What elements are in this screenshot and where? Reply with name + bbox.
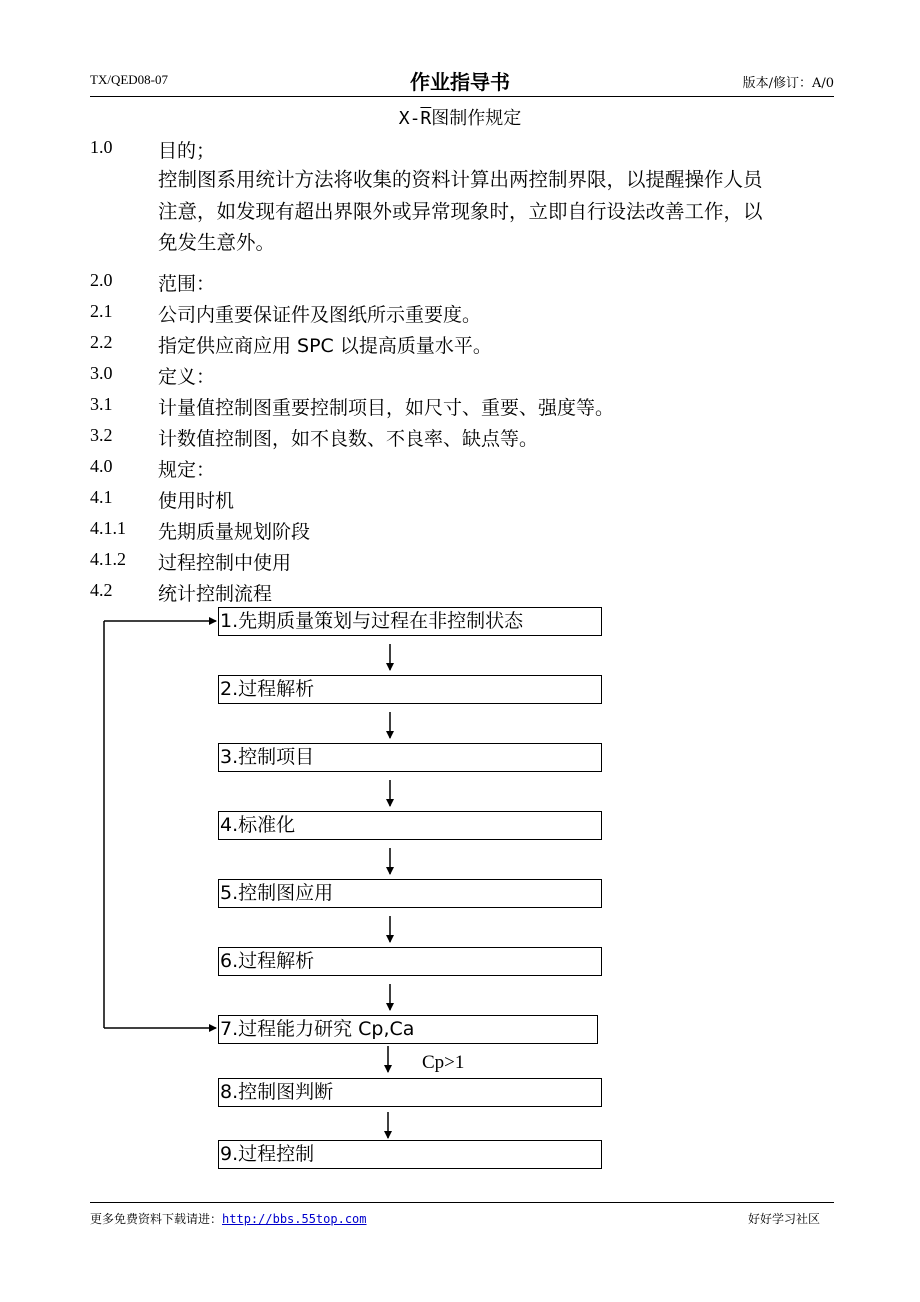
section-text: 公司内重要保证件及图纸所示重要度。 xyxy=(158,304,482,326)
flow-step: 3.控制项目 xyxy=(218,743,602,772)
paragraph-line: 控制图系用统计方法将收集的资料计算出两控制界限，以提醒操作人员 xyxy=(158,168,763,191)
section-number: 3.2 xyxy=(90,425,113,445)
section-number: 4.1 xyxy=(90,487,113,507)
flow-step: 4.标准化 xyxy=(218,811,602,840)
section-text: 先期质量规划阶段 xyxy=(158,521,311,543)
section-text: 范围： xyxy=(158,273,216,295)
version-revision: 版本/修订：A/0 xyxy=(742,76,834,91)
flow-step: 7.过程能力研究 Cp,Ca xyxy=(218,1015,598,1044)
section-text: 指定供应商应用 SPC 以提高质量水平。 xyxy=(158,335,492,357)
section-number: 3.0 xyxy=(90,363,113,383)
flow-step: 1.先期质量策划与过程在非控制状态 xyxy=(218,607,602,636)
section-number: 2.0 xyxy=(90,270,113,290)
section-number: 2.2 xyxy=(90,332,113,352)
section-number: 4.0 xyxy=(90,456,113,476)
flow-step: 6.过程解析 xyxy=(218,947,602,976)
condition-label: Cp>1 xyxy=(422,1052,465,1073)
title-r-bar: $\overline{R}$ xyxy=(420,108,432,129)
flow-step: 8.控制图判断 xyxy=(218,1078,602,1107)
flow-step: 5.控制图应用 xyxy=(218,879,602,908)
section-text: 目的； xyxy=(158,140,216,162)
flow-step: 9.过程控制 xyxy=(218,1140,602,1169)
section-text: 规定： xyxy=(158,459,216,481)
section-text: 统计控制流程 xyxy=(158,583,273,605)
paragraph-line: 免发生意外。 xyxy=(158,231,276,254)
document-code: TX/QED08-07 xyxy=(90,72,168,87)
footer-divider xyxy=(90,1202,834,1203)
section-number: 2.1 xyxy=(90,301,113,321)
paragraph-line: 注意，如发现有超出界限外或异常现象时，立即自行设法改善工作，以 xyxy=(158,199,763,223)
title-suffix: 图制作规定 xyxy=(431,108,522,129)
footer-prefix: 更多免费资料下载请进： xyxy=(90,1212,223,1226)
section-text: 计数值控制图，如不良数、不良率、缺点等。 xyxy=(158,428,539,450)
section-number: 4.2 xyxy=(90,580,113,600)
section-number: 3.1 xyxy=(90,394,113,414)
title-prefix: X- xyxy=(398,108,421,129)
section-number: 4.1.2 xyxy=(90,549,126,569)
document-type-title: 作业指导书 xyxy=(410,70,510,94)
section-text: 使用时机 xyxy=(158,490,235,512)
flow-step: 2.过程解析 xyxy=(218,675,602,704)
section-number: 1.0 xyxy=(90,137,113,157)
footer-note xyxy=(90,1210,367,1227)
section-text: 计量值控制图重要控制项目，如尺寸、重要、强度等。 xyxy=(158,397,615,419)
section-number: 4.1.1 xyxy=(90,518,126,538)
section-text: 过程控制中使用 xyxy=(158,552,292,574)
footer-link[interactable]: http://bbs.55top.com xyxy=(222,1212,367,1226)
footer-community: 好好学习社区 xyxy=(747,1212,820,1226)
section-text: 定义： xyxy=(158,366,216,388)
